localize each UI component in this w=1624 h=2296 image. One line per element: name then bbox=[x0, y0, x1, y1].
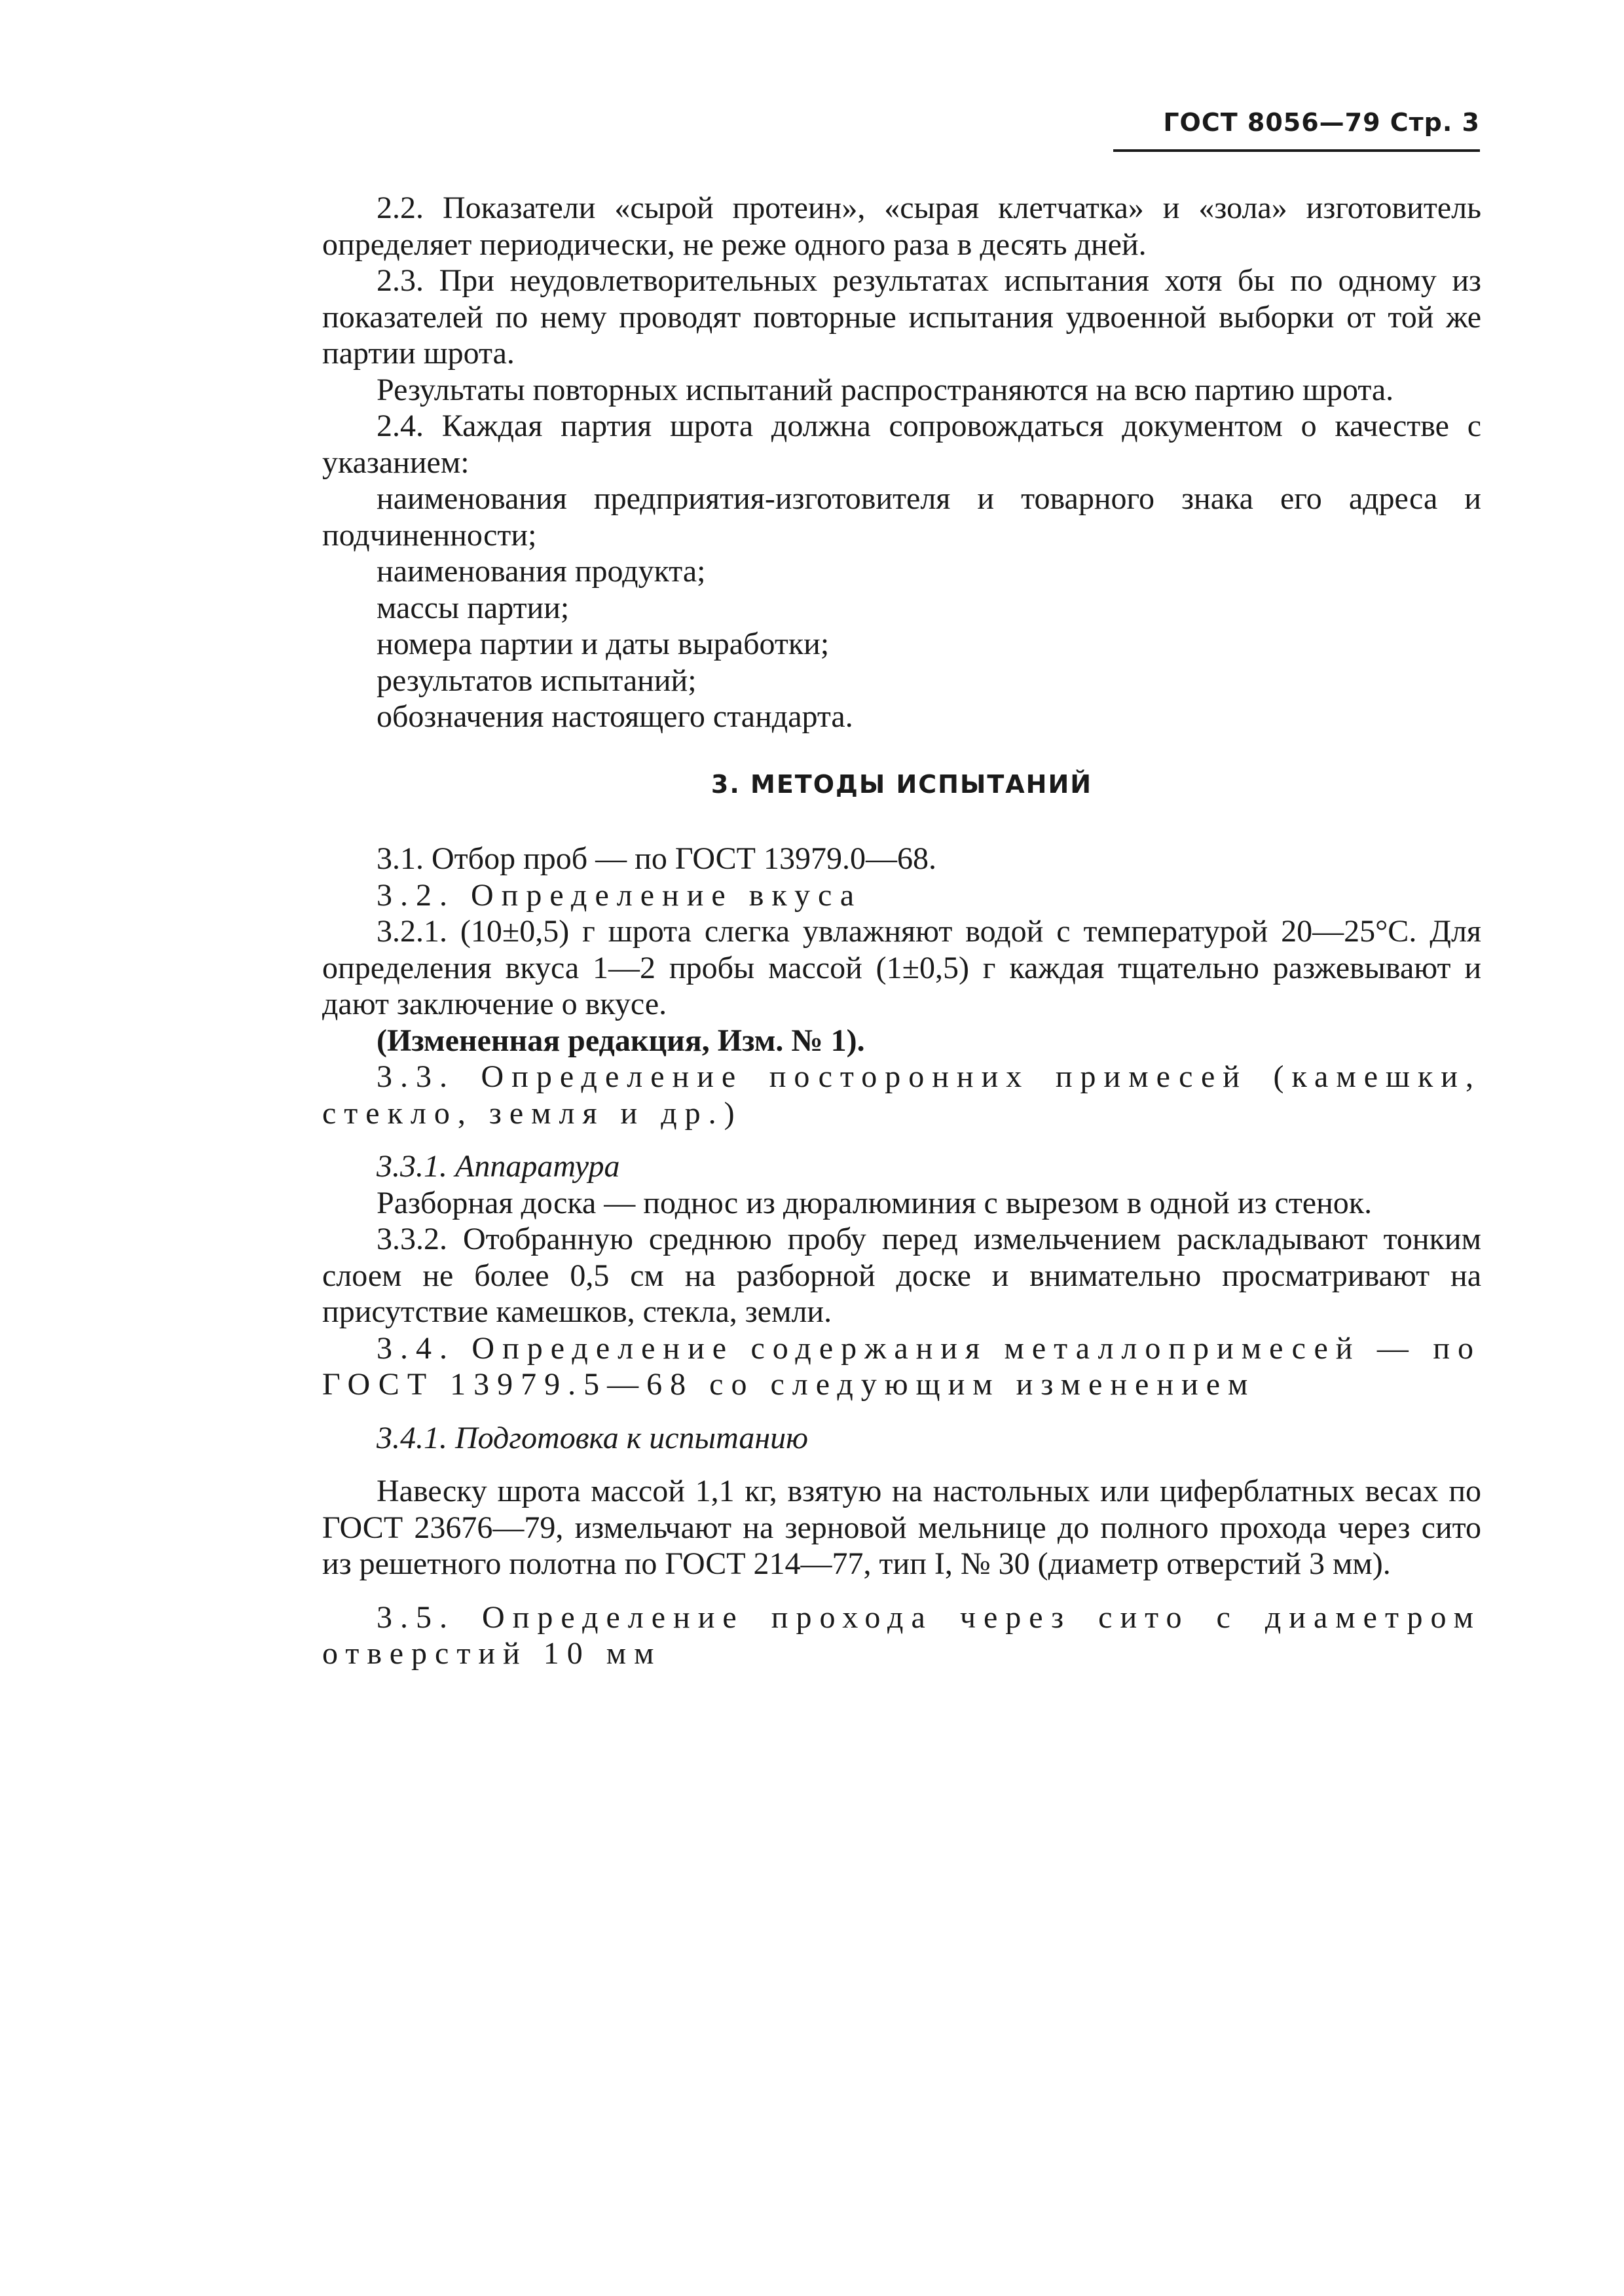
subheading-preparation: 3.4.1. Подготовка к испытанию bbox=[377, 1420, 808, 1455]
paragraph-3-1: 3.1. Отбор проб — по ГОСТ 13979.0—68. bbox=[377, 841, 936, 876]
list-item: результатов испытаний; bbox=[377, 663, 697, 698]
paragraph-3-3-1 bbox=[322, 1148, 1481, 1185]
paragraph-3-3: 3.3. Определение посторонних примесей (камешки, стекло, земля и др.) bbox=[322, 1059, 1481, 1131]
paragraph-3-2: 3.2. Определение вкуса bbox=[377, 877, 862, 913]
list-item: наименования предприятия-изготовителя и товарного знака его адреса и подчиненности; bbox=[322, 481, 1481, 553]
paragraph-3-5: 3.5. Определение прохода через сито с диаметром отверстий 10 мм bbox=[322, 1599, 1481, 1671]
paragraph-3-4: 3.4. Определение содержания металлопримесей — по ГОСТ 13979.5—68 со следующим изменением bbox=[322, 1330, 1481, 1402]
paragraph-3-3-1-text: Разборная доска — поднос из дюралюминия с вырезом в одной из стенок. bbox=[377, 1185, 1373, 1220]
header-rule bbox=[1113, 149, 1480, 152]
amendment-note: (Измененная редакция, Изм. № 1). bbox=[377, 1023, 865, 1058]
subheading-apparatus: 3.3.1. Аппаратура bbox=[377, 1149, 620, 1184]
paragraph-3-3-2: 3.3.2. Отобранную среднюю пробу перед измельчением раскладывают тонким слоем не более 0,5 см на разборной доске и внимательно просматривают на присутствие камешков, стекла, земли. bbox=[322, 1222, 1481, 1329]
paragraph-3-2-1: 3.2.1. (10±0,5) г шрота слегка увлажняют водой с температурой 20—25°С. Для определения вкуса 1—2 пробы массой (1±0,5) г каждая тщательно разжевывают и дают заключение о вкусе. bbox=[322, 914, 1481, 1021]
list-item: наименования продукта; bbox=[377, 554, 706, 589]
section-heading: 3. МЕТОДЫ ИСПЫТАНИЙ bbox=[710, 769, 1093, 799]
list-item: номера партии и даты выработки; bbox=[377, 627, 830, 661]
paragraph-3-4-1 bbox=[322, 1420, 1481, 1457]
list-item: обозначения настоящего стандарта. bbox=[377, 699, 853, 734]
list-item: массы партии; bbox=[377, 590, 570, 625]
paragraph-2-4: 2.4. Каждая партия шрота должна сопровождаться документом о качестве с указанием: bbox=[322, 409, 1481, 480]
page-header: ГОСТ 8056—79 Стр. 3 bbox=[1163, 108, 1480, 137]
paragraph-2-2: 2.2. Показатели «сырой протеин», «сырая клетчатка» и «зола» изготовитель определяет периодически, не реже одного раза в десять дней. bbox=[322, 191, 1481, 262]
document-body bbox=[322, 190, 1481, 1672]
paragraph-3-4-1-text: Навеску шрота массой 1,1 кг, взятую на настольных или циферблатных весах по ГОСТ 23676—79, измельчают на зерновой мельнице до полного прохода через сито из решетного полотна по ГОСТ 214—77, тип I, № 30 (диаметр отверстий 3 мм). bbox=[322, 1474, 1481, 1581]
paragraph-2-3: 2.3. При неудовлетворительных результатах испытания хотя бы по одному из показателей по нему проводят повторные испытания удвоенной выборки от той же партии шрота. bbox=[322, 263, 1481, 371]
paragraph-2-3-results: Результаты повторных испытаний распространяются на всю партию шрота. bbox=[377, 372, 1394, 407]
